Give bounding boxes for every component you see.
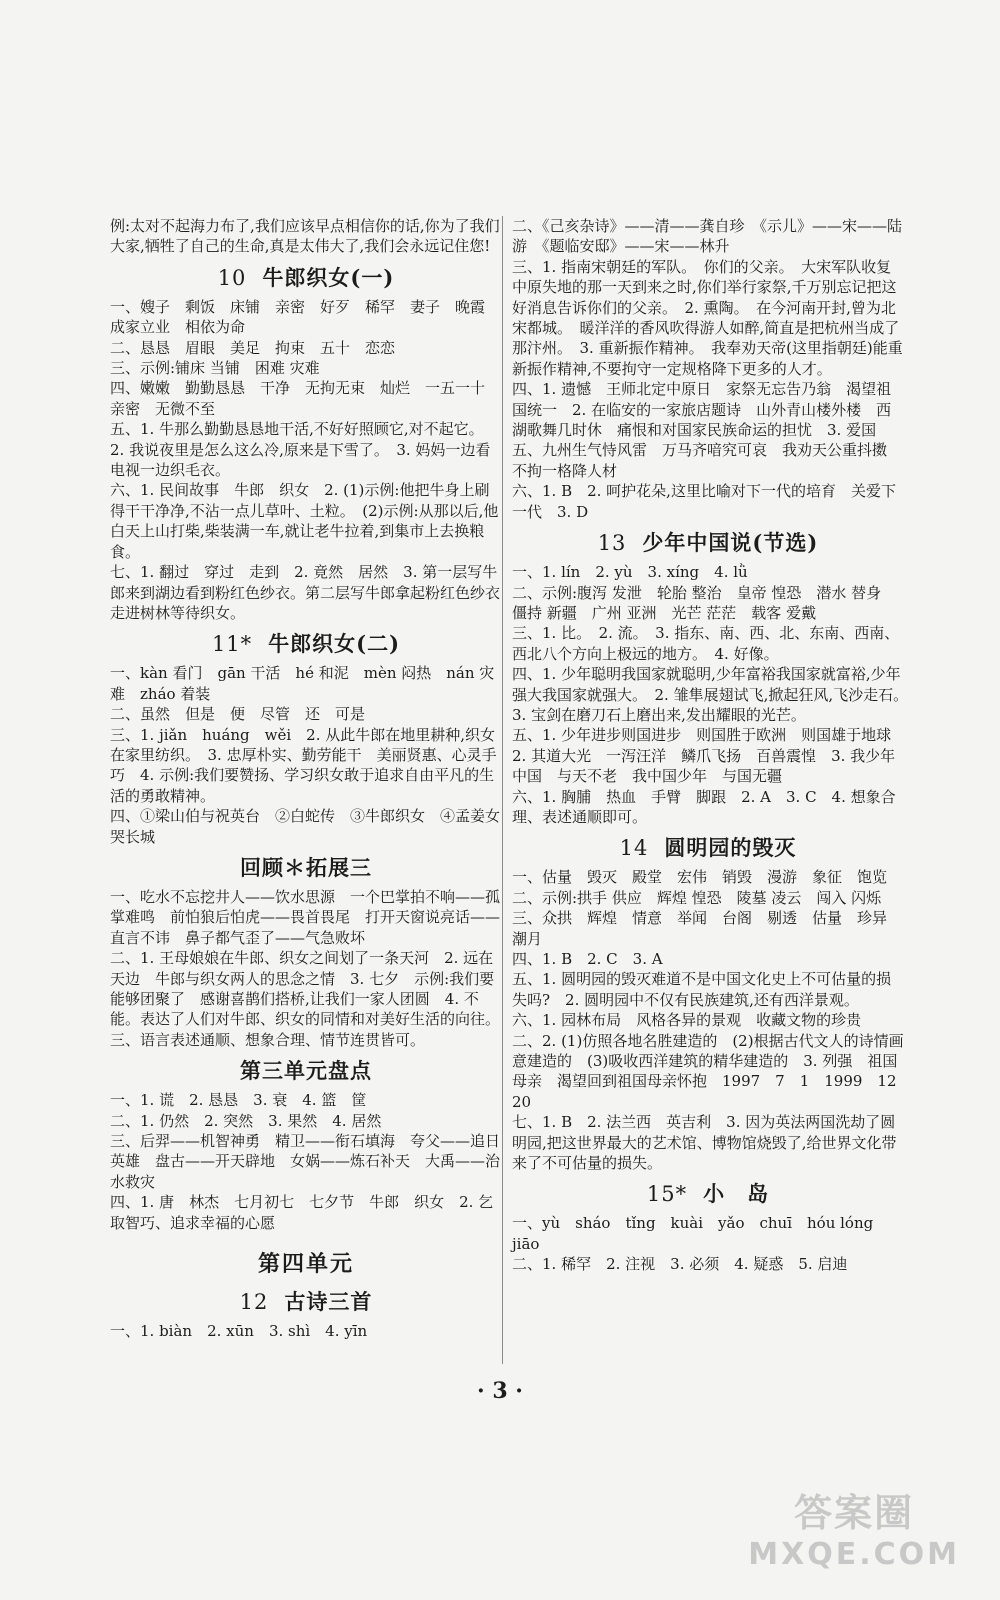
right-column — [512, 216, 916, 1275]
answer-line: 二、虽然 但是 便 尽管 还 可是 — [110, 705, 366, 724]
lesson-title-text: 少年中国说(节选) — [642, 530, 819, 556]
answer-line: 一、估量 毁灭 殿堂 宏伟 销毁 漫游 象征 饱览 — [512, 868, 888, 887]
lesson-number: 11* — [211, 632, 253, 657]
lesson-number: 12 — [239, 1290, 269, 1315]
answer-line: 五、1. 圆明园的毁灭难道不是中国文化史上不可估量的损失吗? 2. 圆明园中不仅有民族建筑,还有西洋景观。 — [512, 970, 892, 1009]
answer-line: 四、①梁山伯与祝英台 ②白蛇传 ③牛郎织女 ④孟姜女哭长城 — [110, 807, 501, 846]
answer-line: 五、九州生气恃风雷 万马齐喑究可哀 我劝天公重抖擞 不拘一格降人材 — [512, 441, 903, 480]
lesson-number: 14 — [619, 836, 649, 861]
answer-line: 一、1. lín 2. yù 3. xíng 4. lǜ — [512, 563, 748, 582]
lesson-title — [110, 853, 502, 883]
answer-line: 一、吃水不忘挖井人——饮水思源 一个巴掌拍不响——孤掌难鸣 前怕狼后怕虎——畏首畏尾 打开天窗说亮话——直言不讳 鼻子都气歪了——气急败坏 — [110, 887, 501, 947]
answer-line: 二、示例:拱手 供应 辉煌 惶恐 陵墓 凌云 闯入 闪烁 — [512, 888, 882, 907]
lesson-title — [512, 528, 904, 558]
column-divider — [502, 216, 503, 1364]
answer-line: 三、1. 指南宋朝廷的军队。 你们的父亲。 大宋军队收复中原失地的那一天到来之时,你们举行家祭,千万别忘记把这好消息告诉你们的父亲。 2. 熏陶。 在今河南开封,曾为北宋都城。 暖洋洋的香风吹得游人如醉,简直是把杭州当成了那汴州。 3. 重新振作精神。 我奉劝天帝(这里指朝廷)能重新振作精神,不要拘守一定规格降下更多的人才。 — [512, 257, 903, 378]
answer-line: 五、1. 少年进步则国进步 则国胜于欧洲 则国雄于地球 2. 其道大光 一泻汪洋 鳞爪飞扬 百兽震惶 3. 我少年中国 与天不老 我中国少年 与国无疆 — [512, 726, 907, 786]
answer-line: 一、嫂子 剩饭 床铺 亲密 好歹 稀罕 妻子 晚霞 成家立业 相依为命 — [110, 297, 501, 337]
answer-line: 二、恳恳 眉眼 美足 拘束 五十 恋恋 — [110, 338, 396, 357]
answer-line: 三、1. jiǎn huáng wěi 2. 从此牛郎在地里耕种,织女在家里纺织。 3. 忠厚朴实、勤劳能干 美丽贤惠、心灵手巧 4. 示例:我们要赞扬、学习织女敢于追求自由平凡的生活的勇敢精神。 — [110, 725, 497, 805]
answer-line: 七、1. 翻过 穿过 走到 2. 竟然 居然 3. 第一层写牛郎来到湖边看到粉红色纱衣。第二层写牛郎拿起粉红色纱衣走进树林等待织女。 — [110, 563, 501, 622]
answer-line: 一、kàn 看门 gān 干活 hé 和泥 mèn 闷热 nán 灾难 zháo 着装 — [110, 664, 495, 703]
answer-line: 六、1. B 2. 呵护花朵,这里比喻对下一代的培育 关爱下一代 3. D — [512, 482, 896, 521]
answer-line: 六、1. 园林布局 风格各异的景观 收藏文物的珍贵 二、2. (1)仿照各地名胜建造的 (2)根据古代文人的诗情画意建造的 (3)吸收西洋建筑的精华建造的 3. 列强 祖国母亲 渴望回到祖国母亲怀抱 1997 7 1 1999 12 20 — [512, 1011, 912, 1111]
answer-line: 一、1. 谎 2. 恳恳 3. 衰 4. 篮 筐 — [110, 1091, 367, 1110]
answer-line: 二、1. 王母娘娘在牛郎、织女之间划了一条天河 2. 远在天边 牛郎与织女两人的思念之情 3. 七夕 示例:我们要能够团聚了 感谢喜鹊们搭桥,让我们一家人团圆 4. 不能。表达了人们对牛郎、织女的同情和对美好生活的向往。 — [110, 949, 501, 1029]
answer-line: 四、1. 唐 林杰 七月初七 七夕节 牛郎 织女 2. 乞取智巧、追求幸福的心愿 — [110, 1193, 494, 1232]
lesson-title — [110, 263, 502, 293]
watermark-line1: 答案圈 — [794, 1491, 915, 1535]
answer-line: 四、嫩嫩 勤勤恳恳 干净 无拘无束 灿烂 一五一十 亲密 无微不至 — [110, 379, 501, 418]
answer-line: 三、众拱 辉煌 情意 举闻 台阁 剔透 估量 珍异 潮月 — [512, 909, 903, 948]
lesson-title — [512, 1179, 904, 1209]
lesson-title-text: 古诗三首 — [284, 1289, 373, 1315]
answer-line: 三、1. 比。 2. 流。 3. 指东、南、西、北、东南、西南、西北八个方向上极远的地方。 4. 好像。 — [512, 624, 900, 663]
unit-heading: 第四单元 — [257, 1251, 354, 1278]
answer-line: 六、1. 胸脯 热血 手臂 脚跟 2. A 3. C 4. 想象合理、表述通顺即可。 — [512, 787, 896, 826]
page-number: · 3 · — [477, 1378, 523, 1404]
left-column — [110, 216, 502, 1341]
lesson-title-text: 第三单元盘点 — [240, 1058, 372, 1084]
answer-line: 二、1. 仍然 2. 突然 3. 果然 4. 居然 — [110, 1111, 382, 1130]
answer-line: 例:太对不起海力布了,我们应该早点相信你的话,你为了我们大家,牺牲了自己的生命,真是太伟大了,我们会永远记住您! — [110, 217, 500, 256]
lesson-title-text: 圆明园的毁灭 — [664, 835, 797, 861]
answer-line: 二、《己亥杂诗》——清——龚自珍 《示儿》——宋——陆游 《题临安邸》——宋——林升 — [512, 217, 903, 256]
lesson-title — [110, 629, 502, 659]
answer-line: 一、yù sháo tǐng kuài yǎo chuī hóu lóng jiāo — [512, 1214, 889, 1253]
answer-line: 四、1. 少年聪明我国家就聪明,少年富裕我国家就富裕,少年强大我国家就强大。 2. 雏隼展翅试飞,掀起狂风,飞沙走石。 3. 宝剑在磨刀石上磨出来,发出耀眼的光芒。 — [512, 665, 916, 724]
lesson-title-text: 小 岛 — [703, 1181, 770, 1207]
lesson-title — [110, 1287, 502, 1317]
lesson-title — [110, 1056, 502, 1086]
lesson-title-text: 牛郎织女(一) — [262, 264, 395, 290]
answer-line: 三、语言表述通顺、想象合理、情节连贯皆可。 — [110, 1030, 426, 1049]
answer-line: 二、示例:腹泻 发泄 轮胎 整治 皇帝 惶恐 潜水 替身 僵持 新疆 广州 亚洲 光芒 茫茫 载客 爱戴 — [512, 583, 897, 622]
answer-line: 一、1. biàn 2. xūn 3. shì 4. yīn — [110, 1322, 368, 1341]
answer-line: 七、1. B 2. 法兰西 英吉利 3. 因为英法两国洗劫了圆明园,把这世界最大的艺术馆、博物馆烧毁了,给世界文化带来了不可估量的损失。 — [512, 1113, 897, 1173]
watermark-line2: MXQE.COM — [748, 1537, 960, 1572]
lesson-number: 13 — [597, 531, 627, 556]
lesson-title-text: 牛郎织女(二) — [268, 631, 401, 657]
answer-line: 二、1. 稀罕 2. 注视 3. 必须 4. 疑惑 5. 启迪 — [512, 1255, 848, 1274]
answer-line: 五、1. 牛那么勤勤恳恳地干活,不好好照顾它,对不起它。 2. 我说夜里是怎么这么冷,原来是下雪了。 3. 妈妈一边看电视一边织毛衣。 — [110, 420, 492, 480]
watermark-logo — [748, 1482, 960, 1572]
answer-line: 六、1. 民间故事 牛郎 织女 2. (1)示例:他把牛身上刷得干干净净,不沾一点儿草叶、土粒。 (2)示例:从那以后,他白天上山打柴,柴装满一车,就让老牛拉着,到集市上去换粮食。 — [110, 481, 499, 561]
answer-line: 三、示例:铺床 当铺 困难 灾难 — [110, 359, 320, 378]
answer-line: 四、1. 遗憾 王师北定中原日 家祭无忘告乃翁 渴望祖国统一 2. 在临安的一家旅店题诗 山外青山楼外楼 西湖歌舞几时休 痛恨和对国家民族命运的担忧 3. 爱国 — [512, 380, 892, 440]
answer-line: 三、后羿——机智神勇 精卫——衔石填海 夸父——追日英雄 盘古——开天辟地 女娲——炼石补天 大禹——治水救灾 — [110, 1132, 501, 1191]
lesson-title — [512, 833, 904, 863]
lesson-number: 10 — [217, 265, 247, 290]
lesson-title-text: 回顾＊拓展三 — [240, 854, 372, 880]
lesson-number: 15* — [646, 1182, 688, 1207]
answer-line: 四、1. B 2. C 3. A — [512, 950, 663, 968]
